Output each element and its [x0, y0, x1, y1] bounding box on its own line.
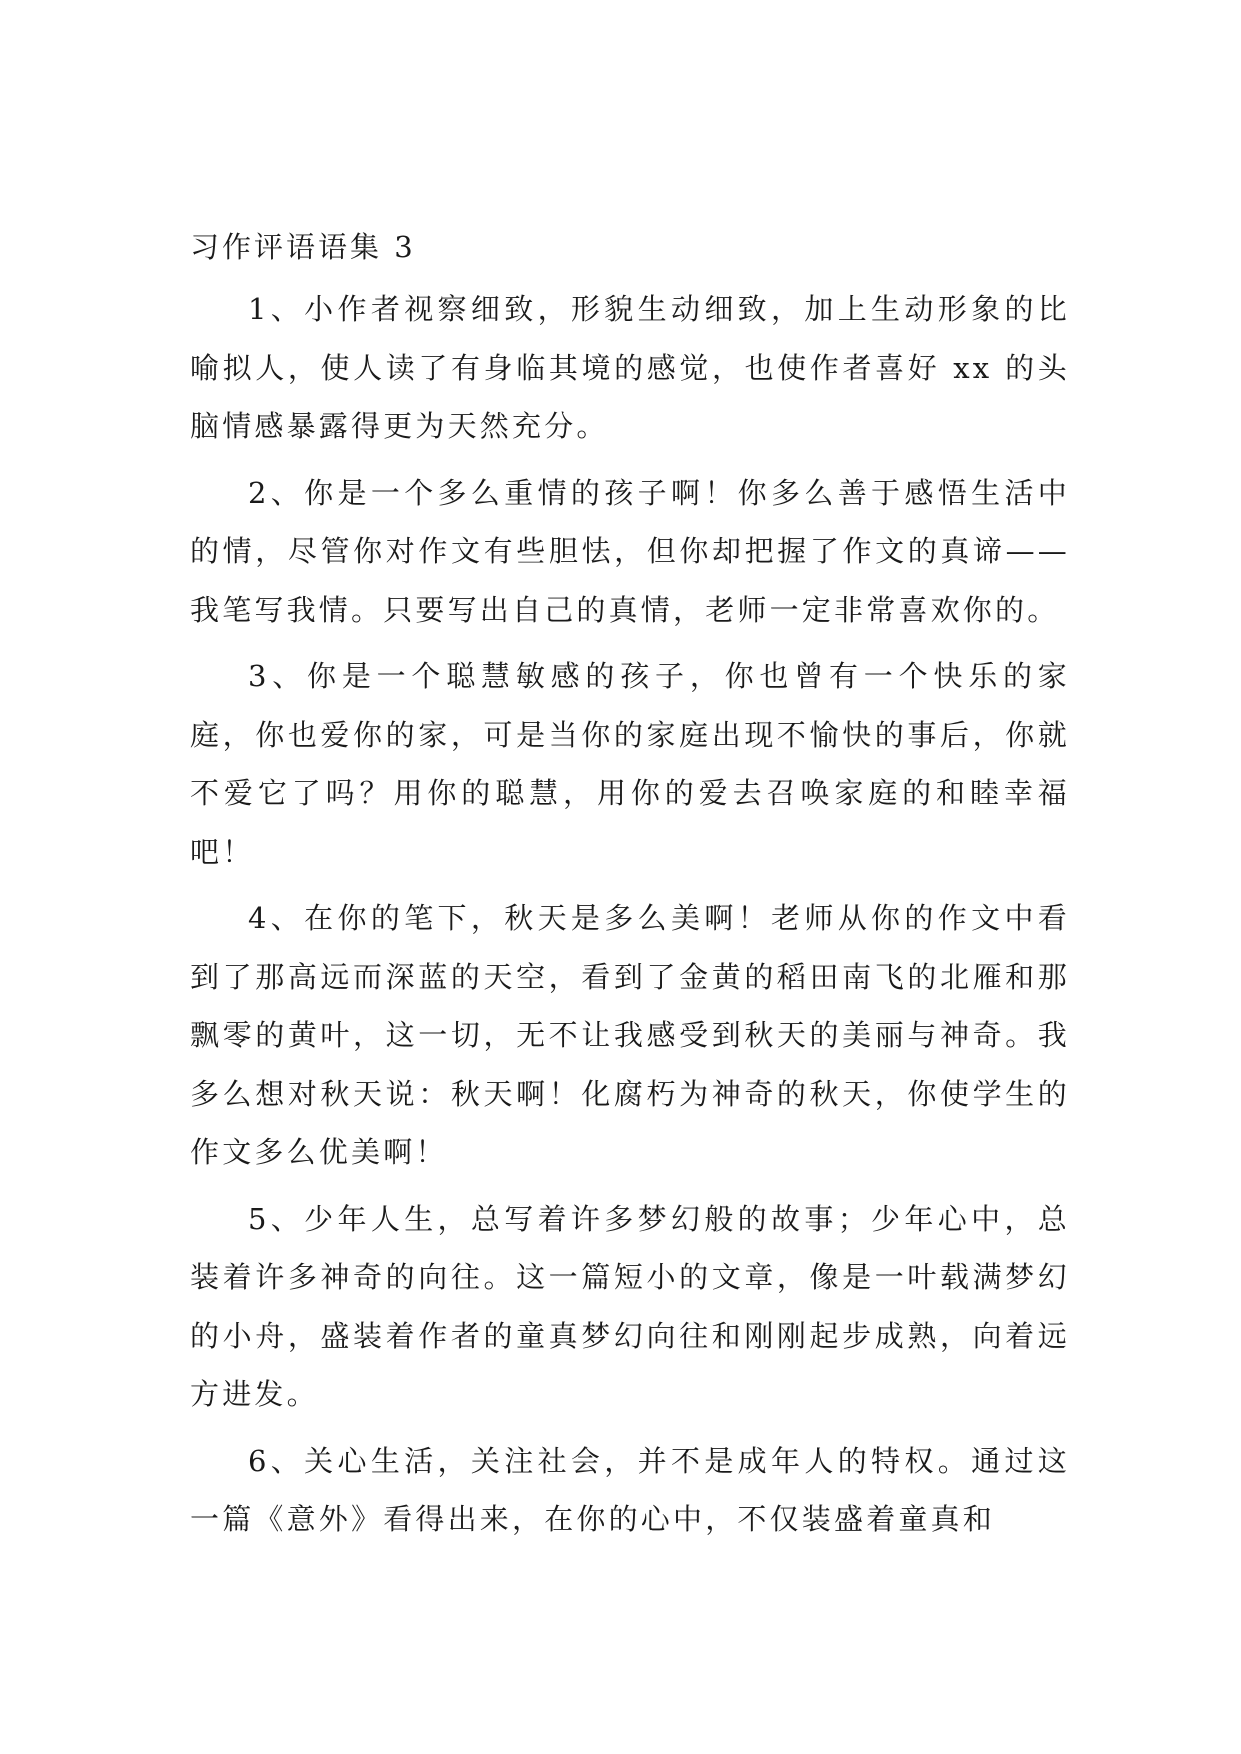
- comment-paragraph-3: 3、你是一个聪慧敏感的孩子，你也曾有一个快乐的家庭，你也爱你的家，可是当你的家庭出现不愉快的事后，你就不爱它了吗？用你的聪慧，用你的爱去召唤家庭的和睦幸福吧！: [190, 659, 1070, 869]
- comment-paragraph-5: 5、少年人生，总写着许多梦幻般的故事；少年心中，总装着许多神奇的向往。这一篇短小的文章，像是一叶载满梦幻的小舟，盛装着作者的童真梦幻向往和刚刚起步成熟，向着远方进发。: [190, 1201, 1070, 1411]
- document-body: [190, 222, 1070, 1557]
- comment-paragraph-6: 6、关心生活，关注社会，并不是成年人的特权。通过这一篇《意外》看得出来，在你的心中，不仅装盛着童真和: [190, 1443, 1070, 1536]
- comment-paragraph-4: 4、在你的笔下，秋天是多么美啊！老师从你的作文中看到了那高远而深蓝的天空，看到了金黄的稻田南飞的北雁和那飘零的黄叶，这一切，无不让我感受到秋天的美丽与神奇。我多么想对秋天说：秋天啊！化腐朽为神奇的秋天，你使学生的作文多么优美啊！: [190, 901, 1070, 1169]
- comment-paragraph-1: 1、小作者视察细致，形貌生动细致，加上生动形象的比喻拟人，使人读了有身临其境的感觉，也使作者喜好 xx 的头脑情感暴露得更为天然充分。: [190, 292, 1070, 443]
- document-title: 习作评语语集 3: [190, 230, 416, 264]
- comment-paragraph-2: 2、你是一个多么重情的孩子啊！你多么善于感悟生活中的情，尽管你对作文有些胆怯，但你却把握了作文的真谛——我笔写我情。只要写出自己的真情，老师一定非常喜欢你的。: [190, 475, 1070, 627]
